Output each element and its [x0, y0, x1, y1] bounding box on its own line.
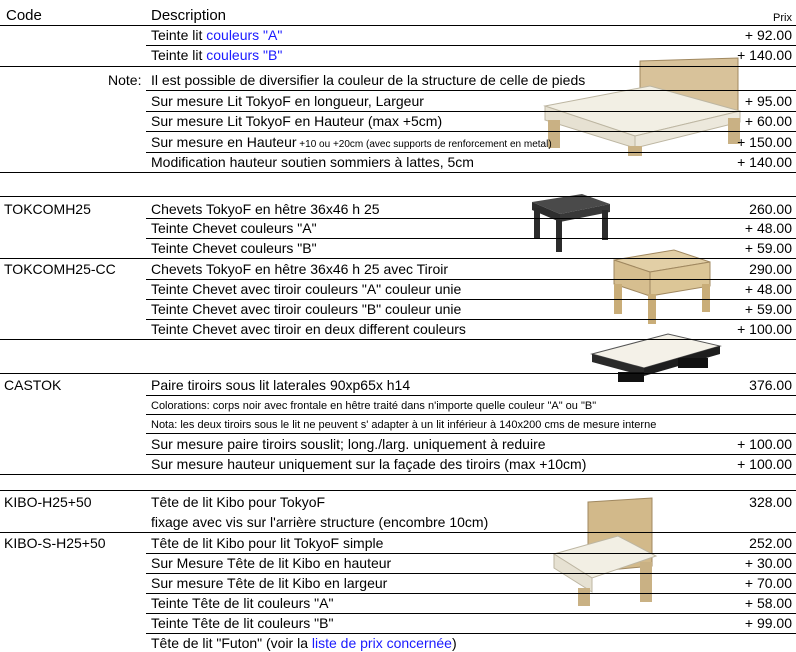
divider: [0, 474, 796, 475]
row-price: + 140.00: [737, 47, 792, 63]
divider: [146, 218, 796, 219]
row-desc: Tête de lit "Futon" (voir la liste de prix concernée): [151, 635, 457, 651]
divider: [146, 633, 796, 634]
divider: [146, 45, 796, 46]
divider: [146, 279, 796, 280]
header-code: Code: [6, 7, 42, 24]
row-price: + 59.00: [744, 301, 792, 317]
row-price: + 70.00: [744, 575, 792, 591]
header-price: Prix: [773, 12, 792, 24]
row-note: Nota: les deux tiroirs sous le lit ne peuvent s' adapter à un lit inférieur à 140x200 cms de mesure interne: [151, 419, 657, 431]
divider: [146, 454, 796, 455]
row-price: + 100.00: [737, 456, 792, 472]
divider: [146, 131, 796, 132]
divider: [146, 414, 796, 415]
divider: [0, 258, 796, 259]
bed-image: [540, 56, 745, 156]
row-code: TOKCOMH25: [4, 201, 91, 217]
row-code: TOKCOMH25-CC: [4, 261, 116, 277]
divider: [0, 490, 796, 491]
row-desc: Tête de lit Kibo pour TokyoF: [151, 494, 326, 510]
row-price: + 59.00: [744, 240, 792, 256]
row-price: + 48.00: [744, 220, 792, 236]
divider: [146, 433, 796, 434]
row-desc: Teinte Chevet avec tiroir en deux different couleurs: [151, 321, 466, 337]
divider: [146, 573, 796, 574]
row-desc: Sur mesure paire tiroirs souslit; long./larg. uniquement à reduire: [151, 436, 546, 452]
row-price: + 95.00: [744, 93, 792, 109]
row-desc: Sur Mesure Tête de lit Kibo en hauteur: [151, 555, 392, 571]
row-price: + 100.00: [737, 436, 792, 452]
row-desc: Chevets TokyoF en hêtre 36x46 h 25 avec Tiroir: [151, 261, 449, 277]
row-price: 290.00: [749, 261, 792, 277]
row-price: + 99.00: [744, 615, 792, 631]
row-desc: Sur mesure Lit TokyoF en longueur, Largeur: [151, 93, 424, 109]
nightstand-drawer-image: [604, 244, 716, 326]
row-code: CASTOK: [4, 377, 62, 393]
divider: [0, 172, 796, 173]
divider: [146, 553, 796, 554]
row-price: 376.00: [749, 377, 792, 393]
row-desc: Teinte Chevet avec tiroir couleurs "B" couleur unie: [151, 301, 462, 317]
row-desc: Teinte Chevet couleurs "A": [151, 220, 317, 236]
row-desc-line2: fixage avec vis sur l'arrière structure (encombre 10cm): [151, 514, 489, 530]
divider: [0, 66, 796, 67]
divider: [146, 593, 796, 594]
row-price: 252.00: [749, 535, 792, 551]
row-desc: Teinte lit couleurs "A": [151, 27, 283, 43]
row-price: + 140.00: [737, 154, 792, 170]
nightstand-image: [522, 190, 614, 254]
row-desc: Teinte Chevet couleurs "B": [151, 240, 317, 256]
row-note: Colorations: corps noir avec frontale en hêtre traité dans n'importe quelle couleur "A" ou "B": [151, 400, 597, 412]
colors-a-link[interactable]: couleurs "A": [206, 27, 283, 43]
row-desc: Teinte lit couleurs "B": [151, 47, 283, 63]
divider: [0, 25, 796, 26]
row-code: KIBO-H25+50: [4, 494, 92, 510]
drawers-image: [588, 328, 724, 384]
row-desc: Sur mesure Lit TokyoF en Hauteur (max +5cm): [151, 113, 443, 129]
headboard-image: [548, 496, 658, 608]
row-desc: Sur mesure Tête de lit Kibo en largeur: [151, 575, 388, 591]
row-desc: Sur mesure hauteur uniquement sur la façade des tiroirs (max +10cm): [151, 456, 587, 472]
row-price: 260.00: [749, 201, 792, 217]
row-desc: Teinte Tête de lit couleurs "A": [151, 595, 334, 611]
row-price: + 58.00: [744, 595, 792, 611]
row-price: 328.00: [749, 494, 792, 510]
divider: [0, 532, 796, 533]
divider: [0, 373, 796, 374]
row-desc: Paire tiroirs sous lit laterales 90xp65x h14: [151, 377, 411, 393]
price-list-link[interactable]: liste de prix concernée: [311, 635, 452, 651]
colors-b-link[interactable]: couleurs "B": [206, 47, 283, 63]
note-text: Il est possible de diversifier la couleur de la structure de celle de pieds: [151, 72, 586, 88]
divider: [0, 196, 796, 197]
divider: [146, 90, 796, 91]
divider: [146, 395, 796, 396]
row-desc: Modification hauteur soutien sommiers à lattes, 5cm: [151, 154, 474, 170]
row-price: + 48.00: [744, 281, 792, 297]
divider: [146, 613, 796, 614]
divider: [146, 299, 796, 300]
note-label: Note:: [108, 72, 142, 88]
divider: [146, 238, 796, 239]
divider: [146, 319, 796, 320]
row-price: + 30.00: [744, 555, 792, 571]
row-desc: Chevets TokyoF en hêtre 36x46 h 25: [151, 201, 380, 217]
divider: [0, 339, 796, 340]
row-desc: Teinte Tête de lit couleurs "B": [151, 615, 334, 631]
row-price: + 92.00: [744, 27, 792, 43]
header-description: Description: [151, 7, 227, 24]
row-code: KIBO-S-H25+50: [4, 535, 106, 551]
divider: [146, 111, 796, 112]
row-desc: Sur mesure en Hauteur +10 ou +20cm (avec supports de renforcement en metal): [151, 134, 552, 150]
row-price: + 100.00: [737, 321, 792, 337]
row-price: + 60.00: [744, 113, 792, 129]
row-desc: Teinte Chevet avec tiroir couleurs "A" couleur unie: [151, 281, 462, 297]
row-price: + 150.00: [737, 134, 792, 150]
row-desc: Tête de lit Kibo pour lit TokyoF simple: [151, 535, 384, 551]
divider: [146, 152, 796, 153]
